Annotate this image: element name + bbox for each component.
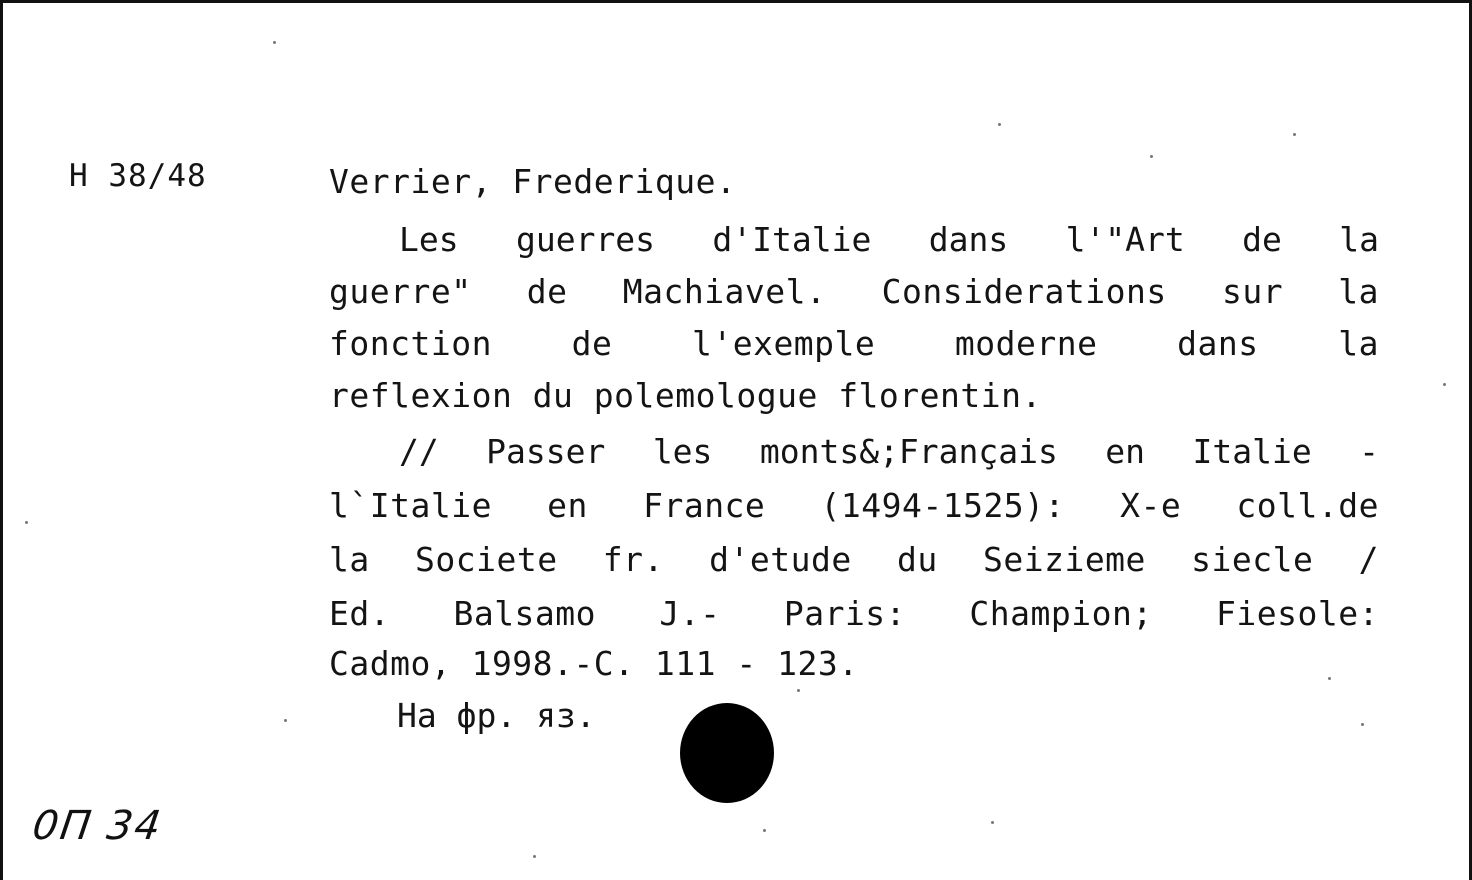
shelf-mark: H 38/48 <box>69 158 207 194</box>
speck <box>991 821 994 824</box>
speck <box>284 719 287 722</box>
source-line-3: la Societe fr. d'etude du Seizieme siecle / <box>329 540 1379 579</box>
source-line-1: // Passer les monts&;Français en Italie - <box>399 432 1379 471</box>
speck <box>25 521 28 524</box>
speck <box>797 689 800 692</box>
speck <box>1150 155 1153 158</box>
source-line-4: Ed. Balsamo J.- Paris: Champion; Fiesole: <box>329 594 1379 633</box>
punch-hole <box>680 703 774 803</box>
author-heading: Verrier, Frederique. <box>329 162 737 201</box>
speck <box>998 123 1001 126</box>
language-note: На фр. яз. <box>397 696 596 735</box>
source-line-5: Cadmo, 1998.-C. 111 - 123. <box>329 644 859 683</box>
speck <box>273 41 276 44</box>
title-line-3: fonction de l'exemple moderne dans la <box>329 324 1379 363</box>
handwritten-code: 0П 34 <box>29 803 166 849</box>
speck <box>1361 723 1364 726</box>
title-line-1: Les guerres d'Italie dans l'"Art de la <box>399 220 1379 259</box>
source-line-2: l`Italie en France (1494-1525): X-e coll.de <box>329 486 1379 525</box>
title-line-4: reflexion du polemologue florentin. <box>329 376 1042 415</box>
title-line-2: guerre" de Machiavel. Considerations sur la <box>329 272 1379 311</box>
speck <box>1293 133 1296 136</box>
speck <box>1443 383 1446 386</box>
speck <box>533 855 536 858</box>
speck <box>763 829 766 832</box>
speck <box>1328 677 1331 680</box>
